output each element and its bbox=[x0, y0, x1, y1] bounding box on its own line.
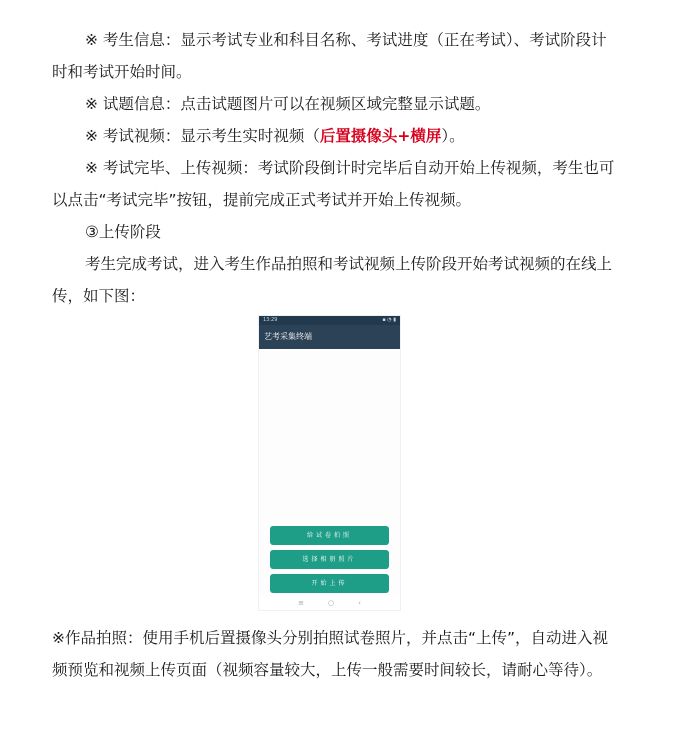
app-content-area bbox=[259, 349, 400, 599]
paragraph-student-info: ※ 考生信息：显示考试专业和科目名称、考试进度（正在考试）、考试阶段计时和考试开始时间。 bbox=[52, 31, 607, 81]
section-heading-upload: ③上传阶段 bbox=[85, 223, 161, 241]
app-title: 艺考采集终端 bbox=[264, 332, 312, 341]
exam-video-prefix: ※ 考试视频：显示考生实时视频（ bbox=[85, 127, 320, 145]
phone-status-bar bbox=[259, 316, 400, 325]
exam-video-suffix: ）。 bbox=[441, 127, 465, 145]
phone-nav-bar bbox=[259, 596, 400, 610]
exam-video-highlight: 后置摄像头+横屏 bbox=[319, 127, 442, 145]
paragraph-work-photo: ※作品拍照：使用手机后置摄像头分别拍照试卷照片，并点击“上传”，自动进入视频预览和视频上传页面（视频容量较大，上传一般需要时间较长，请耐心等待）。 bbox=[52, 629, 609, 679]
paragraph-question-info: ※ 试题信息：点击试题图片可以在视频区域完整显示试题。 bbox=[85, 95, 491, 113]
home-icon[interactable]: ○ bbox=[327, 599, 335, 607]
take-paper-photo-button[interactable]: 给试卷拍照 bbox=[270, 526, 389, 545]
phone-screenshot bbox=[258, 315, 401, 611]
menu-icon[interactable]: ≡ bbox=[298, 599, 304, 607]
back-icon[interactable]: ‹ bbox=[358, 599, 361, 607]
paragraph-exam-complete: ※ 考试完毕、上传视频：考试阶段倒计时完毕后自动开始上传视频，考生也可以点击“考试完毕”按钮，提前完成正式考试并开始上传视频。 bbox=[52, 159, 615, 209]
app-title-bar bbox=[259, 325, 400, 349]
paragraph-upload-intro: 考生完成考试，进入考生作品拍照和考试视频上传阶段开始考试视频的在线上传，如下图： bbox=[52, 255, 613, 305]
status-icons: ▪ ◔ ▮ bbox=[382, 317, 396, 323]
choose-album-photo-button[interactable]: 选择相册照片 bbox=[270, 550, 389, 569]
status-time: 13:29 bbox=[263, 317, 278, 323]
start-upload-button[interactable]: 开始上传 bbox=[270, 574, 389, 593]
paragraph-exam-video bbox=[52, 120, 622, 152]
